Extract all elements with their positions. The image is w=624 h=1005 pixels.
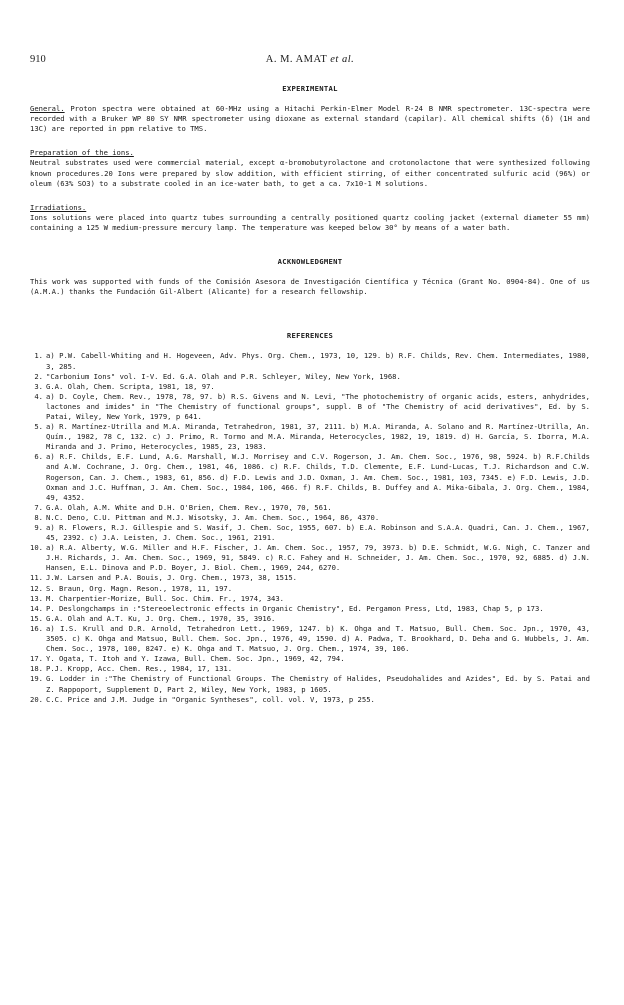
reference-number: 16. (30, 623, 43, 633)
reference-item (30, 422, 590, 452)
reference-text: M. Charpentier-Morize, Bull. Soc. Chim. Fr., 1974, 343. (46, 593, 284, 603)
running-title (30, 54, 590, 65)
reference-item (30, 382, 590, 392)
general-text: Proton spectra were obtained at 60-MHz using a Hitachi Perkin-Elmer Model R-24 B NMR spectrometer. 13C-spectra were recorded with a Bruker WP 80 SY NMR spectrometer using dioxane as external standard (capilar). All chemical shifts (δ) (1H and 13C) are reported in ppm relative to TMS. (30, 104, 591, 134)
reference-text: G. Lodder in :"The Chemistry of Functional Groups. The Chemistry of Halides, Pseudohalides and Azides", Ed. by S. Patai and Z. Rappoport, Supplement D, Part 2, Wiley, New York, 1983, p 1605. (46, 674, 590, 694)
reference-number: 10. (30, 543, 43, 553)
reference-text: a) I.S. Krull and D.R. Arnold, Tetrahedron Lett., 1969, 1247. b) K. Ohga and T. Matsuo, Bull. Chem. Soc. Jpn., 1970, 43, 3505. c) K. Ohga and Matsuo, Bull. Chem. Soc. Jpn., 1976, 49, 1590. d) A. Padwa, T. Brookhard, D. Deha and G. Wubbels, J. Am. Chem. Soc., 1978, 100, 8247. e) K. Ohga and T. Matsuo, J. Org. Chem., 1974, 39, 106. (46, 623, 590, 654)
reference-number: 7. (34, 502, 43, 512)
reference-number: 8. (34, 512, 43, 522)
reference-text: P. Deslongchamps in :"Stereoelectronic effects in Organic Chemistry", Ed. Pergamon Press, Ltd, 1983, Chap 5, p 173. (46, 603, 544, 613)
irradiations-title-line (30, 203, 590, 213)
reference-number: 12. (30, 583, 43, 593)
reference-text: a) R. Flowers, R.J. Gillespie and S. Wasif, J. Chem. Soc, 1955, 607. b) E.A. Robinson and S.A.A. Quadri, Can. J. Chem., 1967, 45, 2392. c) J.A. Leisten, J. Chem. Soc., 1961, 2191. (46, 523, 590, 543)
reference-number: 14. (30, 603, 43, 613)
preparation-text: Neutral substrates used were commercial material, except α-bromobutyrolactone and crotonolactone that were synthesized following known procedures.20 Ions were prepared by slow addition, with efficient stirring, of either concentrated sulfuric acid (96%) or oleum (63% SO3) to a substrate cooled in an ice-water bath, to get a ca. 7x10-1 M solutions. (30, 158, 590, 188)
reference-number: 6. (34, 452, 43, 462)
page-number: 910 (30, 54, 46, 65)
running-authors: A. M. AMAT (265, 54, 328, 65)
reference-text: Y. Ogata, T. Itoh and Y. Izawa, Bull. Chem. Soc. Jpn., 1969, 42, 794. (46, 654, 345, 664)
reference-number: 15. (30, 613, 43, 623)
reference-number: 17. (30, 654, 43, 664)
reference-item (30, 604, 590, 614)
reference-item (30, 573, 590, 583)
reference-number: 20. (30, 694, 43, 704)
reference-item (30, 523, 590, 543)
reference-text: C.C. Price and J.M. Judge in "Organic Syntheses", coll. vol. V, 1973, p 255. (46, 694, 375, 704)
reference-text: a) D. Coyle, Chem. Rev., 1978, 78, 97. b) R.S. Givens and N. Levi, "The photochemistry of organic acids, esters, anhydrides, lactones and imides" in "The Chemistry of functional groups", suppl. B of "The Chemistry of acid derivatives", Ed. by S. Patai, Wiley, New York, 1979, p 641. (46, 391, 590, 421)
preparation-title-line (30, 148, 590, 158)
reference-item (30, 664, 590, 674)
reference-item (30, 674, 590, 694)
reference-text: N.C. Deno, C.U. Pittman and M.J. Wisotsky, J. Am. Chem. Soc., 1964, 86, 4370. (46, 512, 380, 522)
reference-item (30, 695, 590, 705)
reference-item (30, 392, 590, 422)
irradiations-title: Irradiations. (30, 202, 87, 212)
reference-text: a) P.W. Cabell-Whiting and H. Hogeveen, Adv. Phys. Org. Chem., 1973, 10, 129. b) R.F. Childs, Rev. Chem. Intermediates, 1980, 3, 285. (46, 351, 590, 371)
reference-number: 3. (34, 381, 43, 391)
reference-text: G.A. Olah and A.T. Ku, J. Org. Chem., 1970, 35, 3916. (46, 613, 276, 623)
reference-item (30, 584, 590, 594)
reference-text: G.A. Olah, Chem. Scripta, 1981, 18, 97. (46, 381, 215, 391)
acknowledgment-text: This work was supported with funds of the Comisión Asesora de Investigación Científica y Técnica (Grant No. 0904-84). One of us (A.M.A.) thanks the Fundación Gil-Albert (Alicante) for a research fellowship. (30, 277, 590, 297)
reference-item (30, 543, 590, 573)
irradiations-text: Ions solutions were placed into quartz tubes surrounding a centrally positioned quartz cooling jacket (external diameter 55 mm) containing a 125 W medium-pressure mercury lamp. The temperature was keeped below 30° by means of a water bath. (30, 212, 590, 232)
reference-number: 9. (34, 523, 43, 532)
reference-item (30, 351, 590, 371)
reference-item (30, 503, 590, 513)
reference-text: P.J. Kropp, Acc. Chem. Res., 1984, 17, 131. (46, 664, 233, 674)
preparation-title: Preparation of the ions. (30, 148, 134, 158)
reference-text: S. Braun, Org. Magn. Reson., 1978, 11, 197. (46, 583, 233, 593)
general-paragraph (30, 104, 590, 134)
reference-item (30, 654, 590, 664)
running-etal: et al. (330, 54, 355, 65)
reference-item (30, 372, 590, 382)
reference-number: 18. (30, 664, 43, 674)
reference-number: 5. (34, 422, 43, 432)
references-heading: REFERENCES (286, 331, 334, 341)
reference-item (30, 513, 590, 523)
general-title: General. (30, 104, 65, 114)
reference-number: 2. (34, 371, 43, 381)
reference-list (30, 351, 590, 704)
reference-text: "Carbonium Ions" vol. I-V. Ed. G.A. Olah and P.R. Schleyer, Wiley, New York, 1968. (46, 371, 401, 381)
reference-item (30, 624, 590, 654)
reference-text: G.A. Olah, A.M. White and D.H. O'Brien, Chem. Rev., 1970, 70, 561. (46, 502, 332, 512)
page-body (30, 84, 590, 705)
reference-number: 1. (34, 351, 43, 361)
reference-text: a) R. Martínez-Utrilla and M.A. Miranda, Tetrahedron, 1981, 37, 2111. b) M.A. Miranda, A. Solano and R. Martínez-Utrilla, An. Quím., 1982, 78 C, 132. c) J. Primo, R. Tormo and M.A. Miranda, Heterocycles, 1982, 19, 1819. d) H. García, S. Iborra, M.A. Miranda and J. Primo, Heterocycles, 1985, 23, 1983. (46, 422, 590, 452)
reference-text: J.W. Larsen and P.A. Bouis, J. Org. Chem., 1973, 38, 1515. (46, 573, 297, 583)
reference-text: a) R.F. Childs, E.F. Lund, A.G. Marshall, W.J. Morrisey and C.V. Rogerson, J. Am. Chem. Soc., 1976, 98, 5924. b) R.F.Childs and A.W. Cochrane, J. Org. Chem., 1981, 46, 1086. c) R.F. Childs, T.D. Clemente, E.F. Lund-Lucas, T.J. Richardson and C.W. Rogerson, Can. J. Chem., 1983, 61, 856. d) F.D. Lewis and J.D. Oxman, J. Am. Chem. Soc., 1981, 103, 7345. e) F.D. Lewis, J.D. Oxman and J.C. Huffman, J. Am. Chem. Soc., 1984, 106, 466. f) R.F. Childs, B. Duffey and A. Mika-Gibala, J. Org. Chem., 1984, 49, 4352. (46, 452, 590, 502)
reference-item (30, 452, 590, 502)
reference-item (30, 614, 590, 624)
reference-number: 4. (34, 391, 43, 401)
reference-text: a) R.A. Alberty, W.G. Miller and H.F. Fischer, J. Am. Chem. Soc., 1957, 79, 3973. b) D.E. Schmidt, W.G. Nigh, C. Tanzer and J.H. Richards, J. Am. Chem. Soc., 1969, 91, 5849. c) R.C. Fahey and H. Schneider, J. Am. Chem. Soc., 1970, 92, 6885. d) J.N. Hansen, E.L. Dinova and P.D. Boyer, J. Biol. Chem., 1969, 244, 6270. (46, 543, 590, 573)
reference-number: 19. (30, 674, 43, 684)
experimental-heading: EXPERIMENTAL (282, 84, 338, 93)
reference-number: 13. (30, 593, 43, 603)
reference-item (30, 594, 590, 604)
reference-number: 11. (30, 573, 43, 583)
running-header (30, 54, 590, 68)
acknowledgment-heading: ACKNOWLEDGMENT (277, 257, 343, 267)
